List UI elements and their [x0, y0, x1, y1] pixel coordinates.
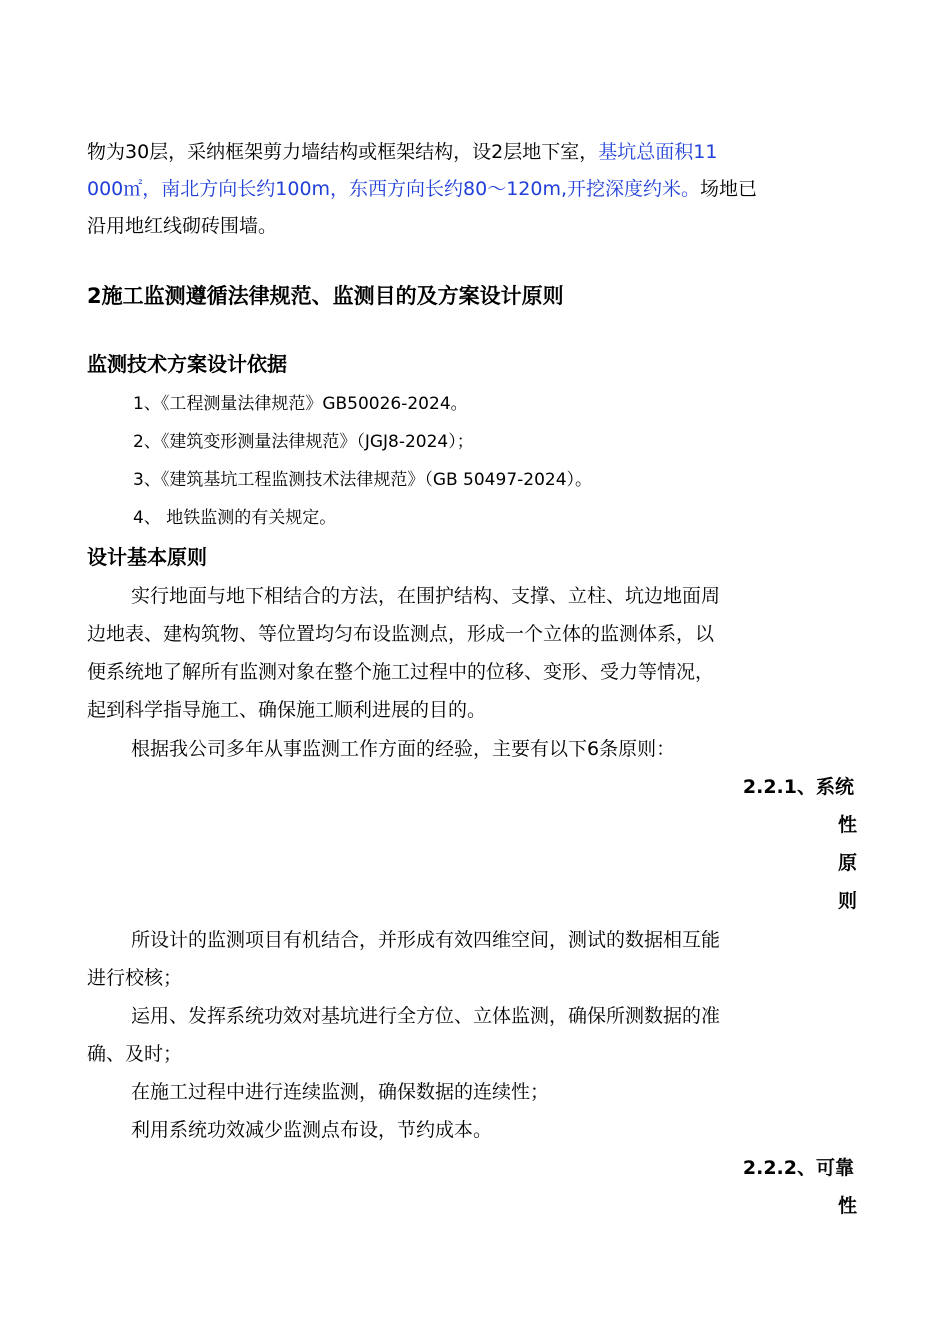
- intro-line-1-text: 物为30层，采纳框架剪力墙结构或框架结构，设2层地下室，: [87, 141, 599, 163]
- intro-line-2-highlight: 000㎡，南北方向长约100m，东西方向长约80～120m,开挖深度约米。: [87, 178, 701, 200]
- heading-2-2-1-line-4: 则: [837, 890, 857, 912]
- principles-title: 设计基本原则: [87, 545, 207, 569]
- principles-para1-line-3: 便系统地了解所有监测对象在整个施工过程中的位移、变形、受力等情况，: [87, 661, 715, 683]
- heading-2-2-1-line-3: 原: [837, 852, 857, 874]
- intro-line-2-text: 场地已: [700, 178, 758, 200]
- p221-body-line-6: 利用系统功效减少监测点布设，节约成本。: [131, 1119, 493, 1141]
- intro-line-1-highlight: 基坑总面积11: [598, 141, 718, 163]
- basis-item-2: 2、《建筑变形测量法律规范》（JGJ8-2024）；: [133, 432, 474, 452]
- basis-item-3: 3、《建筑基坑工程监测技术法律规范》（GB 50497-2024）。: [133, 470, 593, 490]
- intro-line-1: [87, 140, 717, 164]
- p221-body-line-3: 运用、发挥系统功效对基坑进行全方位、立体监测，确保所测数据的准: [131, 1005, 721, 1027]
- basis-title: 监测技术方案设计依据: [87, 352, 287, 376]
- heading-2-2-1-line-1: 2.2.1、系统: [742, 776, 854, 798]
- basis-item-4: 4、 地铁监测的有关规定。: [133, 508, 337, 528]
- intro-line-3: 沿用地红线砌砖围墙。: [87, 215, 278, 237]
- principles-para2: 根据我公司多年从事监测工作方面的经验，主要有以下6条原则：: [131, 738, 676, 760]
- p221-body-line-5: 在施工过程中进行连续监测，确保数据的连续性；: [131, 1081, 550, 1103]
- intro-line-2: [87, 177, 757, 201]
- principles-para1-line-2: 边地表、建构筑物、等位置均匀布设监测点，形成一个立体的监测体系，以: [87, 623, 715, 645]
- principles-para1-line-4: 起到科学指导施工、确保施工顺利进展的目的。: [87, 699, 487, 721]
- section-2-title: 2施工监测遵循法律规范、监测目的及方案设计原则: [87, 284, 564, 308]
- principles-para1-line-1: 实行地面与地下相结合的方法，在围护结构、支撑、立柱、坑边地面周: [131, 585, 721, 607]
- heading-2-2-2-line-2: 性: [837, 1195, 857, 1217]
- p221-body-line-1: 所设计的监测项目有机结合，并形成有效四维空间，测试的数据相互能: [131, 929, 721, 951]
- heading-2-2-2-line-1: 2.2.2、可靠: [742, 1157, 854, 1179]
- p221-body-line-2: 进行校核；: [87, 967, 183, 989]
- p221-body-line-4: 确、及时；: [87, 1043, 183, 1065]
- heading-2-2-1-line-2: 性: [837, 814, 857, 836]
- basis-item-1: 1、《工程测量法律规范》GB50026-2024。: [133, 394, 468, 414]
